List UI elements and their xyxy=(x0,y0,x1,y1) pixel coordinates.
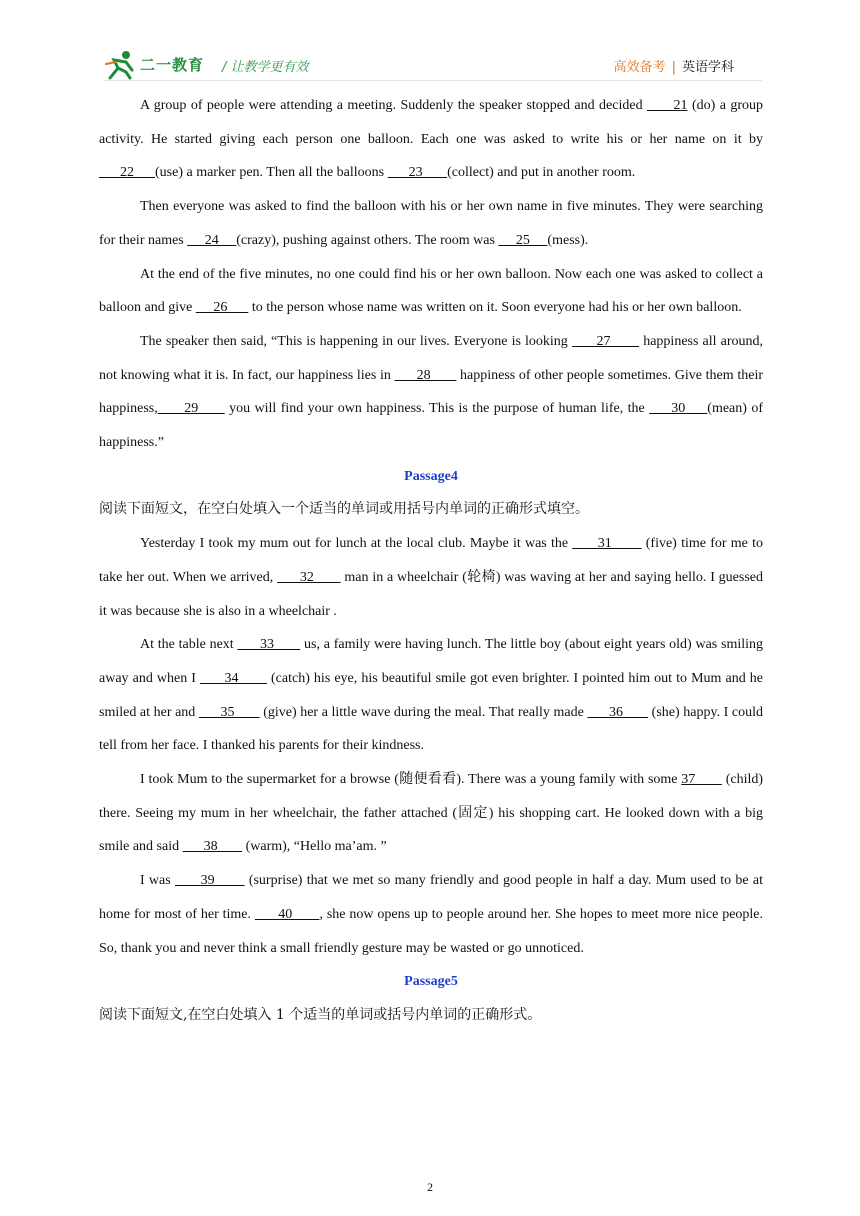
text: (catch) his eye, his beautiful smile got even brighter. I pointed him out to Mum and he smiled at her and xyxy=(99,670,764,720)
blank-35: 35 xyxy=(198,704,260,720)
blank-27: 27 xyxy=(571,333,640,349)
header-subject-name: 英语学科 xyxy=(681,60,734,75)
text: (collect) and put in another room. xyxy=(447,165,636,181)
blank-37: 37 xyxy=(681,772,722,788)
blank-36: 36 xyxy=(587,704,649,720)
text: I was xyxy=(140,873,175,889)
text: (she) happy. I could tell from her face. I thanked his parents for their kindness. xyxy=(99,704,764,754)
passage-heading: Passage5 xyxy=(404,974,458,990)
text: (mean) of happiness.” xyxy=(99,401,763,451)
paragraph xyxy=(99,325,763,460)
text: (give) her a little wave during the meal. That really made xyxy=(259,704,588,720)
text: (use) a marker pen. Then all the balloons xyxy=(155,165,388,181)
text: (surprise) that we met so many friendly and good people in half a day. Mum used to be at home for most of her time. xyxy=(99,873,763,922)
paragraph xyxy=(99,628,763,763)
header-slogan: / 让教学更有效 xyxy=(222,60,309,75)
blank-29: 29 xyxy=(157,401,225,417)
passage-heading: Passage4 xyxy=(404,468,458,484)
blank-28: 28 xyxy=(394,367,457,383)
blank-30: 30 xyxy=(649,401,708,417)
blank-26: 26 xyxy=(195,300,249,316)
document-body xyxy=(99,89,763,1033)
page-header xyxy=(104,46,762,82)
blank-31: 31 xyxy=(572,536,642,552)
passage-instruction: 阅读下面短文，在空白处填入一个适当的单词或用括号内单词的正确形式填空。 xyxy=(99,501,589,518)
text: Then everyone was asked to find the balloon with his or her own name in five minutes. They were searching for their names xyxy=(99,199,763,248)
paragraph xyxy=(99,258,763,325)
text: The speaker then said, “This is happening in our lives. Everyone is looking xyxy=(140,333,572,349)
text: to the person whose name was written on it. Soon everyone had his or her own balloon. xyxy=(248,300,742,316)
text: man in a wheelchair (轮椅) was waving at her and saying hello. I guessed it was because she is also in a wheelchair . xyxy=(99,569,763,619)
text: At the table next xyxy=(140,637,238,653)
text: At the end of the five minutes, no one could find his or her own balloon. Now each one was asked to collect a balloon and give xyxy=(99,266,763,316)
text: you will find your own happiness. This is the purpose of human life, the xyxy=(224,401,650,417)
blank-24: 24 xyxy=(187,232,237,248)
blank-39: 39 xyxy=(174,873,245,889)
text: , she now opens up to people around her. She hopes to meet more nice people. So, thank you and never think a small friendly gesture may be wasted or go unnoticed. xyxy=(99,906,764,956)
blank-33: 33 xyxy=(237,637,301,653)
logo-text: 二一教育 xyxy=(140,56,205,74)
text: (mess). xyxy=(547,232,589,248)
paragraph xyxy=(99,190,763,257)
header-subject xyxy=(614,56,734,75)
header-tag: 高效备考 xyxy=(613,60,666,75)
blank-22: 22 xyxy=(99,165,155,181)
text: happiness of other people sometimes. Give them their happiness, xyxy=(99,367,763,417)
blank-38: 38 xyxy=(182,839,243,855)
text: (do) a group activity. He started giving each person one balloon. Each one was asked to write his or her name on it by xyxy=(99,98,764,147)
blank-40: 40 xyxy=(254,906,320,922)
passage-instruction: 阅读下面短文,在空白处填入 1 个适当的单词或括号内单词的正确形式。 xyxy=(99,1006,542,1023)
header-separator: | xyxy=(671,60,676,75)
paragraph xyxy=(99,89,763,190)
text: A group of people were attending a meeting. Suddenly the speaker stopped and decided xyxy=(140,98,648,113)
header-divider xyxy=(104,80,762,81)
text: us, a family were having lunch. The little boy (about eight years old) was smiling away and when I xyxy=(99,637,764,686)
blank-23: 23 xyxy=(387,165,448,181)
blank-34: 34 xyxy=(200,670,267,686)
paragraph xyxy=(99,864,763,965)
page-number: 2 xyxy=(427,1180,433,1194)
text: (child) there. Seeing my mum in her wheelchair, the father attached (固定) his shopping cart. He looked down with a big smile and said xyxy=(99,772,764,855)
blank-21: 21 xyxy=(647,98,688,113)
blank-25: 25 xyxy=(498,232,548,248)
blank-32: 32 xyxy=(277,569,341,585)
text: I took Mum to the supermarket for a browse (随便看看). There was a young family with some xyxy=(140,772,682,788)
text: (crazy), pushing against others. The room was xyxy=(236,232,499,248)
text: (warm), “Hello ma’am. ” xyxy=(242,839,387,855)
text: (five) time for me to take her out. When we arrived, xyxy=(99,536,764,585)
text: happiness all around, not knowing what it is. In fact, our happiness lies in xyxy=(99,333,763,383)
paragraph xyxy=(99,763,763,864)
paragraph xyxy=(99,527,763,628)
text: Yesterday I took my mum out for lunch at the local club. Maybe it was the xyxy=(140,536,573,552)
